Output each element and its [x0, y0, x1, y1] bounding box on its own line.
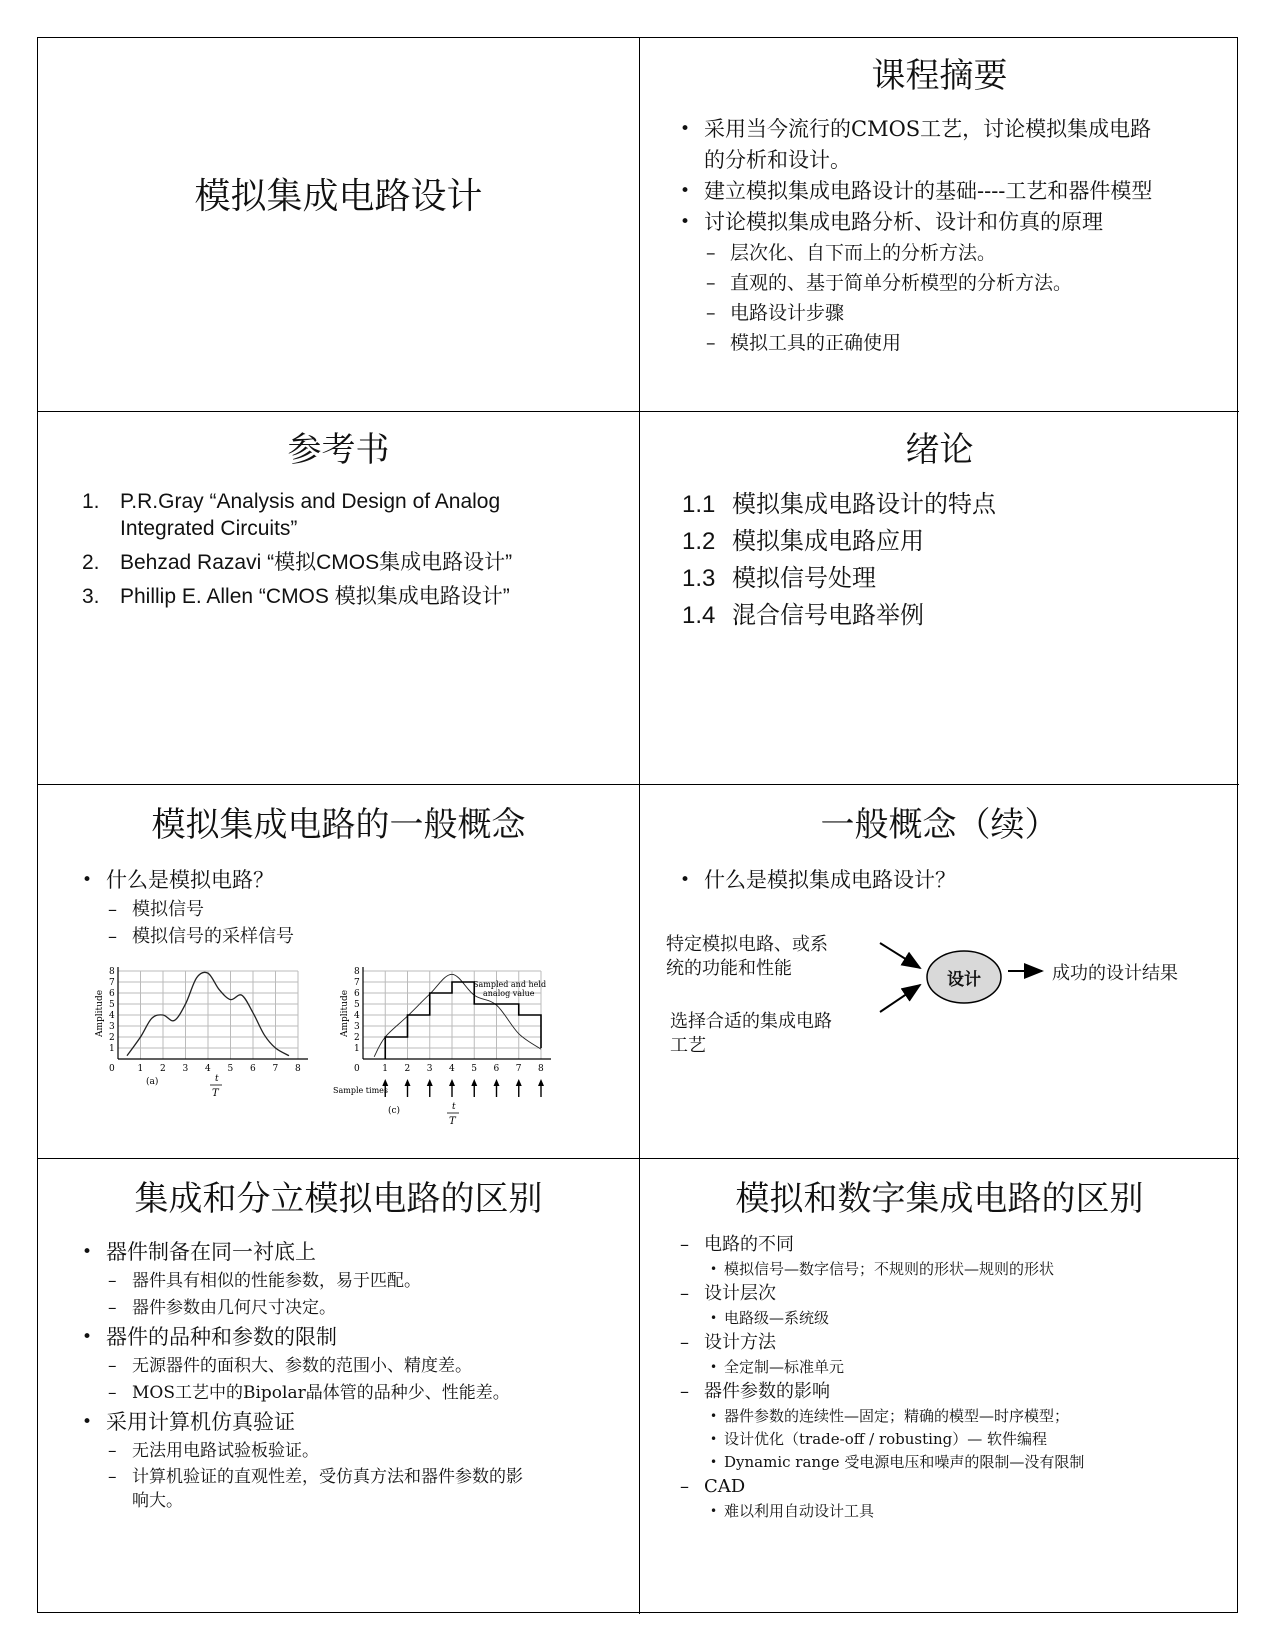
- sampled-signal-chart: [333, 965, 583, 1135]
- sample-arrowhead: [471, 1079, 477, 1086]
- axis-label: Amplitude: [340, 989, 350, 1037]
- slide-4: [640, 412, 1239, 784]
- reference-text: P.R.Gray “Analysis and Design of Analog: [120, 490, 501, 513]
- tick-label: 2: [404, 1064, 411, 1074]
- bullet-item: • 什么是模拟电路？: [82, 865, 602, 896]
- toc-item: [682, 597, 996, 634]
- annotation: Sampled and held: [473, 980, 547, 989]
- reference-text: Phillip E. Allen “CMOS 模拟集成电路设计”: [120, 585, 510, 608]
- tick-label: 1: [354, 1044, 360, 1054]
- bullet-item: • 建立模拟集成电路设计的基础----工艺和器件模型: [680, 176, 1220, 207]
- toc-text: 模拟集成电路设计的特点: [732, 490, 996, 518]
- slide-title: 参考书: [287, 430, 390, 470]
- bullet-text: 计算机验证的直观性差，受仿真方法和器件参数的影: [132, 1467, 523, 1487]
- tick-label: 6: [109, 989, 115, 999]
- toc-number: 1.4: [682, 602, 716, 629]
- diagram-text: 统的功能和性能: [666, 958, 792, 979]
- slide-5: [38, 785, 639, 1158]
- sample-arrowhead: [494, 1079, 500, 1086]
- reference-number: 1.: [82, 490, 100, 513]
- bullet-text: 的分析和设计。: [704, 148, 851, 172]
- tick-label: 3: [426, 1064, 433, 1074]
- toc-text: 混合信号电路举例: [732, 601, 924, 629]
- tick-label: 1: [109, 1044, 115, 1054]
- bullet-item: • 采用计算机仿真验证: [82, 1407, 612, 1438]
- slide-title: 模拟集成电路的一般概念: [151, 805, 526, 845]
- detail-item: • Dynamic range 受电源电压和噪声的限制—没有限制: [708, 1451, 1225, 1474]
- detail-item: • 设计优化（trade-off / robusting）— 软件编程: [708, 1428, 1225, 1451]
- tick-label: 6: [354, 989, 360, 999]
- slide-title: 绪论: [905, 430, 974, 470]
- sub-bullet-item: – CAD: [680, 1474, 1225, 1500]
- axis-label: T: [449, 1116, 456, 1127]
- reference-text: Behzad Razavi “模拟CMOS集成电路设计”: [120, 551, 513, 574]
- diagram-text: 特定模拟电路、或系: [666, 934, 828, 955]
- tick-label: 8: [295, 1064, 301, 1074]
- detail-item: • 电路级—系统级: [708, 1307, 1225, 1330]
- reference-item: [82, 583, 622, 610]
- tick-label: 3: [109, 1022, 115, 1032]
- sub-bullet-item: – 无源器件的面积大、参数的范围小、精度差。: [108, 1353, 612, 1380]
- sample-arrowhead: [382, 1079, 388, 1086]
- sub-bullet-item: – MOS工艺中的Bipolar晶体管的品种少、性能差。: [108, 1380, 612, 1407]
- bullet-text: 响大。: [132, 1491, 183, 1511]
- tick-label: 2: [160, 1064, 166, 1074]
- analog-signal-chart: [88, 965, 328, 1115]
- handout-sheet: [37, 37, 1238, 1613]
- toc-number: 1.2: [682, 528, 716, 555]
- reference-item: [82, 488, 622, 542]
- slide-title: 集成和分立模拟电路的区别: [134, 1179, 543, 1219]
- sample-arrowhead: [427, 1079, 433, 1086]
- axis-label: t: [452, 1102, 456, 1112]
- bullet-item: • 讨论模拟集成电路分析、设计和仿真的原理: [680, 207, 1220, 238]
- slide-8: [640, 1159, 1239, 1614]
- slide-3: [38, 412, 639, 784]
- diagram-text: 选择合适的集成电路: [670, 1011, 832, 1032]
- tick-label: 7: [109, 978, 115, 988]
- design-node-label: 设计: [947, 970, 981, 990]
- axis-label: t: [215, 1074, 219, 1084]
- tick-label: 2: [109, 1033, 115, 1043]
- toc-number: 1.1: [682, 491, 716, 518]
- toc-text: 模拟集成电路应用: [732, 527, 924, 555]
- toc-item: [682, 486, 996, 523]
- sample-arrowhead: [538, 1079, 544, 1086]
- bullet-item: • 器件的品种和参数的限制: [82, 1322, 612, 1353]
- panel-label: (c): [388, 1106, 401, 1116]
- tick-label: 0: [354, 1064, 360, 1074]
- sample-arrowhead: [516, 1079, 522, 1086]
- bullet-item: [680, 114, 1220, 176]
- sample-arrowhead: [405, 1079, 411, 1086]
- reference-number: 2.: [82, 551, 100, 574]
- toc-text: 模拟信号处理: [732, 564, 876, 592]
- slide-2: [640, 38, 1239, 411]
- slide-6: [640, 785, 1239, 1158]
- detail-item: • 难以利用自动设计工具: [708, 1500, 1225, 1523]
- axis-label: Amplitude: [95, 989, 105, 1037]
- tick-label: 5: [354, 1000, 360, 1010]
- tick-label: 5: [227, 1064, 234, 1074]
- detail-item: • 全定制—标准单元: [708, 1356, 1225, 1379]
- tick-label: 0: [109, 1064, 115, 1074]
- slide-title: 一般概念（续）: [820, 805, 1059, 845]
- sub-bullet-item: – 设计层次: [680, 1281, 1225, 1307]
- slide-title: 课程摘要: [871, 56, 1008, 96]
- toc-item: [682, 560, 996, 597]
- sub-bullet-item: – 模拟信号: [108, 896, 602, 923]
- reference-number: 3.: [82, 585, 100, 608]
- tick-label: 4: [354, 1011, 360, 1021]
- slide-1: [38, 38, 639, 411]
- sub-bullet-item: – 设计方法: [680, 1330, 1225, 1356]
- arrow-in-1: [880, 943, 920, 968]
- bullet-item: • 什么是模拟集成电路设计？: [680, 865, 956, 896]
- tick-label: 6: [493, 1064, 500, 1074]
- detail-item: • 模拟信号—数字信号；不规则的形状—规则的形状: [708, 1258, 1225, 1281]
- sample-arrowhead: [449, 1079, 455, 1086]
- tick-label: 4: [109, 1011, 115, 1021]
- slide-7: [38, 1159, 639, 1614]
- sub-bullet-item: – 器件参数的影响: [680, 1379, 1225, 1405]
- slide-title: 模拟和数字集成电路的区别: [735, 1179, 1144, 1219]
- arrow-in-2: [880, 985, 920, 1012]
- tick-label: 7: [272, 1064, 279, 1074]
- sub-bullet-item: – 无法用电路试验板验证。: [108, 1438, 612, 1465]
- axis-label: Sample times: [333, 1086, 388, 1095]
- reference-item: [82, 549, 622, 576]
- sub-bullet-item: – 直观的、基于简单分析模型的分析方法。: [706, 268, 1220, 298]
- tick-label: 7: [515, 1064, 522, 1074]
- sub-bullet-item: – 层次化、自下而上的分析方法。: [706, 238, 1220, 268]
- sub-bullet-item: [108, 1465, 612, 1513]
- diagram-text: 工艺: [670, 1035, 706, 1056]
- sub-bullet-item: – 电路设计步骤: [706, 298, 1220, 328]
- tick-label: 8: [354, 967, 360, 977]
- slide-title: 模拟集成电路设计: [194, 176, 483, 217]
- tick-label: 5: [471, 1064, 477, 1074]
- toc-item: [682, 523, 996, 560]
- tick-label: 7: [354, 978, 360, 988]
- annotation: analog value: [483, 989, 535, 998]
- diagram-output: 成功的设计结果: [1052, 963, 1178, 984]
- reference-text: Integrated Circuits”: [120, 517, 298, 540]
- panel-label: (a): [146, 1077, 159, 1087]
- sub-bullet-item: – 器件参数由几何尺寸决定。: [108, 1295, 612, 1322]
- tick-label: 5: [109, 1000, 115, 1010]
- tick-label: 1: [137, 1064, 144, 1074]
- tick-label: 6: [250, 1064, 256, 1074]
- tick-label: 2: [354, 1033, 360, 1043]
- tick-label: 4: [205, 1064, 211, 1074]
- sub-bullet-item: – 模拟信号的采样信号: [108, 923, 602, 950]
- axis-label: T: [212, 1088, 219, 1099]
- tick-label: 8: [109, 967, 115, 977]
- detail-item: • 器件参数的连续性—固定；精确的模型—时序模型；: [708, 1405, 1225, 1428]
- tick-label: 3: [182, 1064, 189, 1074]
- tick-label: 1: [382, 1064, 388, 1074]
- tick-label: 8: [538, 1064, 544, 1074]
- toc-number: 1.3: [682, 565, 716, 592]
- sub-bullet-item: – 模拟工具的正确使用: [706, 328, 1220, 358]
- sub-bullet-item: – 电路的不同: [680, 1232, 1225, 1258]
- bullet-text: 采用当今流行的CMOS工艺，讨论模拟集成电路: [704, 117, 1152, 141]
- tick-label: 4: [449, 1064, 455, 1074]
- tick-label: 3: [354, 1022, 360, 1032]
- bullet-item: • 器件制备在同一衬底上: [82, 1237, 612, 1268]
- sub-bullet-item: – 器件具有相似的性能参数，易于匹配。: [108, 1268, 612, 1295]
